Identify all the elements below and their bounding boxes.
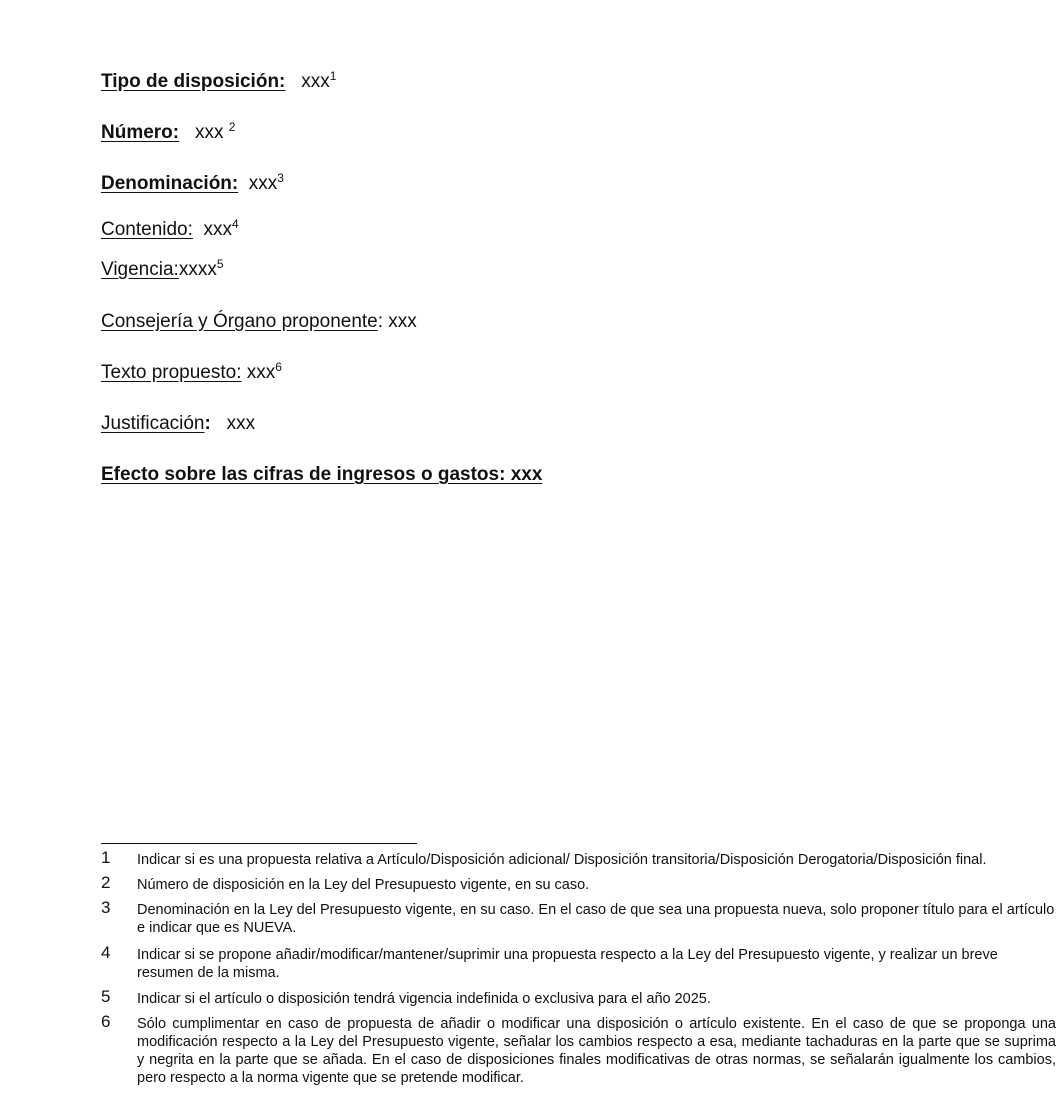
field-label: Justificación: [101, 413, 205, 434]
footnote-number: 1: [101, 848, 111, 867]
field-colon: :: [377, 311, 384, 332]
footnote-4: [101, 943, 1056, 982]
field-label: Consejería y Órgano proponente: [101, 311, 378, 332]
field-value: xxx: [301, 71, 330, 92]
field-value: xxx: [248, 173, 278, 194]
field-label: Contenido:: [101, 219, 193, 240]
footnote-number: 6: [101, 1012, 111, 1031]
footnote-3: [101, 898, 1056, 937]
field-efecto-cifras: [101, 463, 542, 487]
footnote-text: Indicar si se propone añadir/modificar/mantener/suprimir una propuesta respecto a la Ley del Presupuesto vigente, y realizar un breve resumen de la misma.: [137, 947, 998, 981]
footnote-ref: 2: [228, 120, 236, 134]
field-label: Efecto sobre las cifras de ingresos o gastos: xxx: [101, 464, 543, 485]
footnote-text: Indicar si el artículo o disposición tendrá vigencia indefinida o exclusiva para el año 2025.: [137, 991, 711, 1007]
field-vigencia: [101, 258, 224, 282]
footnote-ref: 1: [329, 69, 337, 83]
footnote-ref: 3: [277, 171, 284, 185]
footnote-number: 5: [101, 987, 111, 1006]
footnote-text: Sólo cumplimentar en caso de propuesta de añadir o modificar una disposición o artículo existente. En el caso de que se proponga una modificación respecto a la Ley del Presupuesto vigente, señalar los cambios respecto a esa, mediante tachaduras en la parte que se suprima y negrita en la parte que se añada. En el caso de disposiciones finales modificativas de otras normas, se señalarán igualmente los cambios, pero respecto a la norma vigente que se pretende modificar.: [137, 1016, 1056, 1086]
field-value: xxx: [388, 311, 417, 332]
footnote-text: Indicar si es una propuesta relativa a Artículo/Disposición adicional/ Disposición transitoria/Disposición Derogatoria/Disposición final.: [137, 852, 987, 868]
field-label: Texto propuesto:: [101, 362, 242, 383]
field-tipo-disposicion: [101, 70, 336, 94]
field-consejeria: [101, 310, 417, 334]
footnote-number: 3: [101, 898, 111, 917]
field-contenido: [101, 218, 239, 242]
footnote-text: Denominación en la Ley del Presupuesto vigente, en su caso. En el caso de que sea una propuesta nueva, solo proponer título para el artículo e indicar que es NUEVA.: [137, 902, 1055, 936]
field-label: Denominación:: [101, 173, 239, 194]
footnote-number: 4: [101, 943, 111, 962]
field-value: xxx: [226, 413, 256, 434]
field-value: xxxx: [178, 259, 217, 280]
footnote-separator: [101, 843, 417, 844]
field-label: Vigencia:: [101, 259, 179, 280]
field-label: Número:: [101, 122, 180, 143]
field-texto-propuesto: [101, 361, 282, 385]
footnote-6: [101, 1012, 1056, 1087]
field-denominacion: [101, 172, 284, 196]
field-value: xxx: [203, 219, 232, 240]
field-justificacion: [101, 412, 255, 436]
footnote-number: 2: [101, 873, 111, 892]
footnote-2: [101, 873, 1056, 894]
field-numero: [101, 121, 235, 145]
footnote-ref: 6: [275, 360, 282, 374]
field-value: xxx: [246, 362, 276, 383]
footnote-text: Número de disposición en la Ley del Presupuesto vigente, en su caso.: [137, 877, 590, 893]
footnote-5: [101, 987, 1056, 1008]
field-label: Tipo de disposición:: [101, 71, 286, 92]
field-colon: :: [204, 413, 211, 434]
field-value: xxx: [194, 122, 224, 143]
footnote-ref: 4: [231, 217, 239, 231]
footnote-1: [101, 848, 1056, 869]
footnote-ref: 5: [216, 257, 224, 271]
